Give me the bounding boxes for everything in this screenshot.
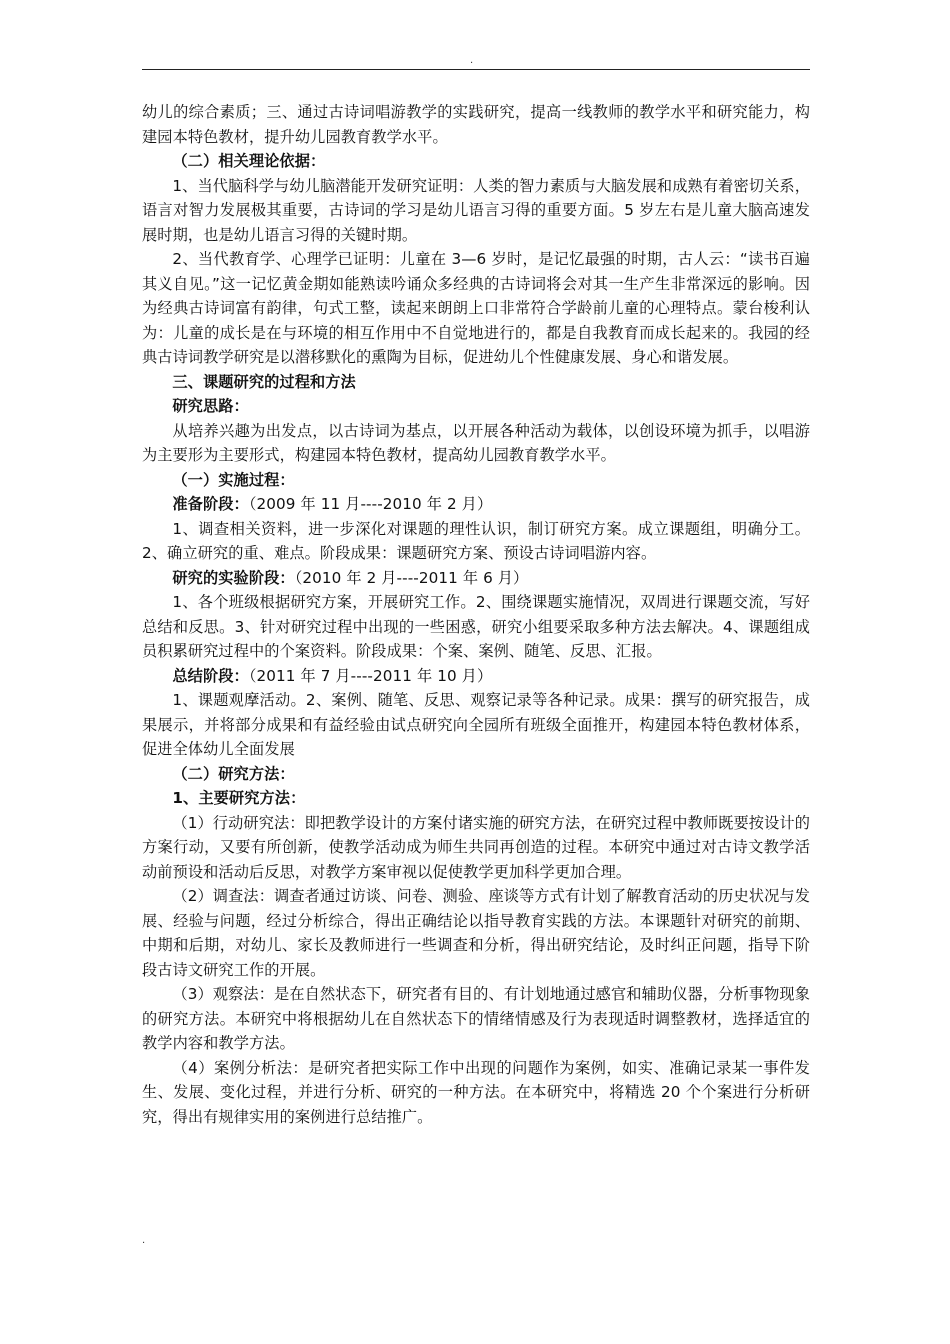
heading-research-idea: 研究思路： — [172, 397, 249, 415]
paragraph-experiment: 1、各个班级根据研究方案，开展研究工作。2、围绕课题实施情况，双周进行课题交流，写好总结和反思。3、针对研究过程中出现的一些困惑，研究小组要采取多种方法去解决。4、课题组成员积累研究过程中的个案资料。阶段成果：个案、案例、随笔、反思、汇报。 — [142, 593, 810, 660]
document-body — [142, 100, 810, 1129]
paragraph-method-survey: （2）调查法：调查者通过访谈、问卷、测验、座谈等方式有计划了解教育活动的历史状况与发展、经验与问题，经过分析综合，得出正确结论以指导教育实践的方法。本课题针对研究的前期、中期和后期，对幼儿、家长及教师进行一些调查和分析，得出研究结论，及时纠正问题，指导下阶段古诗文研究工作的开展。 — [142, 887, 810, 979]
footer-mark: . — [142, 1235, 146, 1246]
paragraph-theory-1: 1、当代脑科学与幼儿脑潜能开发研究证明：人类的智力素质与大脑发展和成熟有着密切关系，语言对智力发展极其重要，古诗词的学习是幼儿语言习得的重要方面。5 岁左右是儿童大脑高速发展时期，也是幼儿语言习得的关键时期。 — [142, 176, 810, 244]
paragraph-method-case: （4）案例分析法：是研究者把实际工作中出现的问题作为案例，如实、准确记录某一事件发生、发展、变化过程，并进行分析、研究的一种方法。在本研究中，将精选 20 个个案进行分析研究，得出有规律实用的案例进行总结推广。 — [142, 1058, 810, 1126]
paragraph-intro-continuation: 幼儿的综合素质；三、通过古诗词唱游教学的实践研究，提高一线教师的教学水平和研究能力，构建园本特色教材，提升幼儿园教育教学水平。 — [142, 103, 810, 146]
heading-research-methods: （二）研究方法： — [172, 764, 295, 783]
header-rule — [142, 69, 810, 70]
stage-preparation-label: 准备阶段： — [172, 495, 249, 513]
stage-summary — [142, 664, 810, 689]
heading-main-methods: 1、主要研究方法： — [172, 789, 306, 807]
stage-summary-label: 总结阶段： — [172, 666, 249, 685]
heading-implementation: （一）实施过程： — [172, 470, 295, 489]
stage-summary-dates: （2011 年 7 月----2011 年 10 月） — [248, 666, 493, 685]
stage-preparation-dates: （2009 年 11 月----2010 年 2 月） — [248, 495, 493, 513]
heading-theory-basis: （二）相关理论依据： — [172, 152, 326, 170]
stage-experiment-dates: （2010 年 2 月----2011 年 6 月） — [294, 568, 529, 587]
stage-experiment-label: 研究的实验阶段： — [172, 568, 295, 587]
paragraph-summary: 1、课题观摩活动。2、案例、随笔、反思、观察记录等各种记录。成果：撰写的研究报告，成果展示，并将部分成果和有益经验由试点研究向全园所有班级全面推开，构建园本特色教材体系，促进全体幼儿全面发展 — [142, 691, 810, 758]
paragraph-method-action: （1）行动研究法：即把教学设计的方案付诸实施的研究方法，在研究过程中教师既要按设计的方案行动，又要有所创新，使教学活动成为师生共同再创造的过程。本研究中通过对古诗文教学活动前预设和活动后反思，对教学方案审视以促使教学更加科学更加合理。 — [142, 813, 810, 881]
header-mark: . — [470, 55, 474, 66]
paragraph-preparation: 1、调查相关资料，进一步深化对课题的理性认识，制订研究方案。成立课题组，明确分工。2、确立研究的重、难点。阶段成果：课题研究方案、预设古诗词唱游内容。 — [142, 519, 810, 562]
paragraph-method-observation: （3）观察法：是在自然状态下，研究者有目的、有计划地通过感官和辅助仪器，分析事物现象的研究方法。本研究中将根据幼儿在自然状态下的情绪情感及行为表现适时调整教材，选择适宜的教学内容和教学方法。 — [142, 985, 810, 1052]
heading-section-three: 三、课题研究的过程和方法 — [172, 372, 356, 391]
paragraph-theory-2: 2、当代教育学、心理学已证明：儿童在 3—6 岁时，是记忆最强的时期，古人云：“读书百遍其义自见。”这一记忆黄金期如能熟读吟诵众多经典的古诗词将会对其一生产生非常深远的影响。因为经典古诗词富有韵律，句式工整，读起来朗朗上口非常符合学龄前儿童的心理特点。蒙台梭利认为：儿童的成长是在与环境的相互作用中不自觉地进行的，都是自我教育而成长起来的。我园的经典古诗词教学研究是以潜移默化的熏陶为目标，促进幼儿个性健康发展、身心和谐发展。 — [142, 250, 810, 366]
stage-preparation — [142, 492, 810, 517]
paragraph-research-idea: 从培养兴趣为出发点，以古诗词为基点，以开展各种活动为载体，以创设环境为抓手，以唱游为主要形为主要形式，构建园本特色教材，提高幼儿园教育教学水平。 — [142, 421, 810, 464]
stage-experiment — [142, 566, 810, 591]
